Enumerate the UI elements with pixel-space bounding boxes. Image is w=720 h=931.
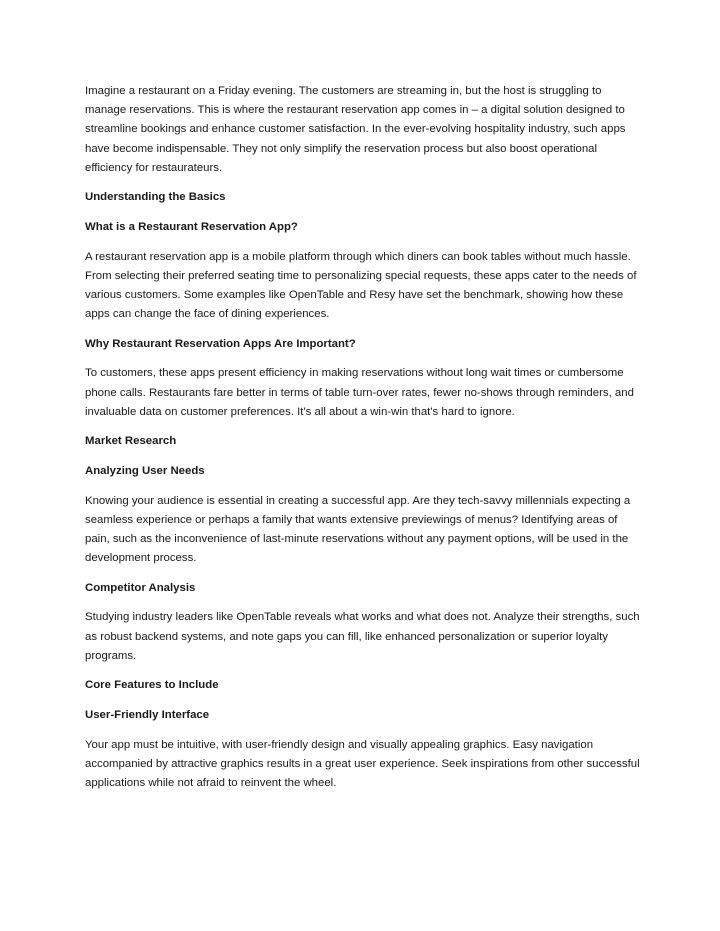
subheading-analyzing-user-needs: Analyzing User Needs xyxy=(85,464,205,477)
paragraph-why-important: To customers, these apps present efficiency in making reservations without long wait times or cumbersome phone calls. Restaurants fare better in terms of table turn-over rates, fewer no-shows through reminders, and invaluable data on customer preferences. It's all about a win-win that's hard to ignore. xyxy=(85,367,634,418)
document-page xyxy=(85,82,645,804)
subheading-why-important: Why Restaurant Reservation Apps Are Important? xyxy=(85,337,356,350)
section-heading-core-features: Core Features to Include xyxy=(85,679,219,692)
section-heading-market-research: Market Research xyxy=(85,435,177,448)
paragraph-competitor-analysis: Studying industry leaders like OpenTable reveals what works and what does not. Analyze their strengths, such as robust backend systems, and note gaps you can fill, like enhanced personalization or superior loyalty programs. xyxy=(85,611,640,662)
subheading-what-is-app: What is a Restaurant Reservation App? xyxy=(85,221,298,233)
paragraph-user-friendly-interface: Your app must be intuitive, with user-friendly design and visually appealing graphics. Easy navigation accompanied by attractive graphics results in a great user experience. Seek inspirations from other successful applications while not afraid to reinvent the wheel. xyxy=(85,738,640,789)
paragraph-what-is-app: A restaurant reservation app is a mobile platform through which diners can book tables without much hassle. From selecting their preferred seating time to personalizing special requests, these apps cater to the needs of various customers. Some examples like OpenTable and Resy have set the benchmark, showing how these apps can change the face of dining experiences. xyxy=(85,250,637,321)
section-heading-understanding-basics: Understanding the Basics xyxy=(85,191,226,204)
intro-paragraph: Imagine a restaurant on a Friday evening. The customers are streaming in, but the host is struggling to manage reservations. This is where the restaurant reservation app comes in – a digital solution designed to streamline bookings and enhance customer satisfaction. In the ever-evolving hospitality industry, such apps have become indispensable. They not only simplify the reservation process but also boost operational efficiency for restaurateurs. xyxy=(85,85,626,174)
paragraph-analyzing-user-needs: Knowing your audience is essential in creating a successful app. Are they tech-savvy millennials expecting a seamless experience or perhaps a family that wants extensive previewings of menus? Identifying areas of pain, such as the inconvenience of last-minute reservations without any payment options, will be used in the development process. xyxy=(85,494,631,565)
subheading-user-friendly-interface: User-Friendly Interface xyxy=(85,708,210,721)
subheading-competitor-analysis: Competitor Analysis xyxy=(85,581,196,594)
